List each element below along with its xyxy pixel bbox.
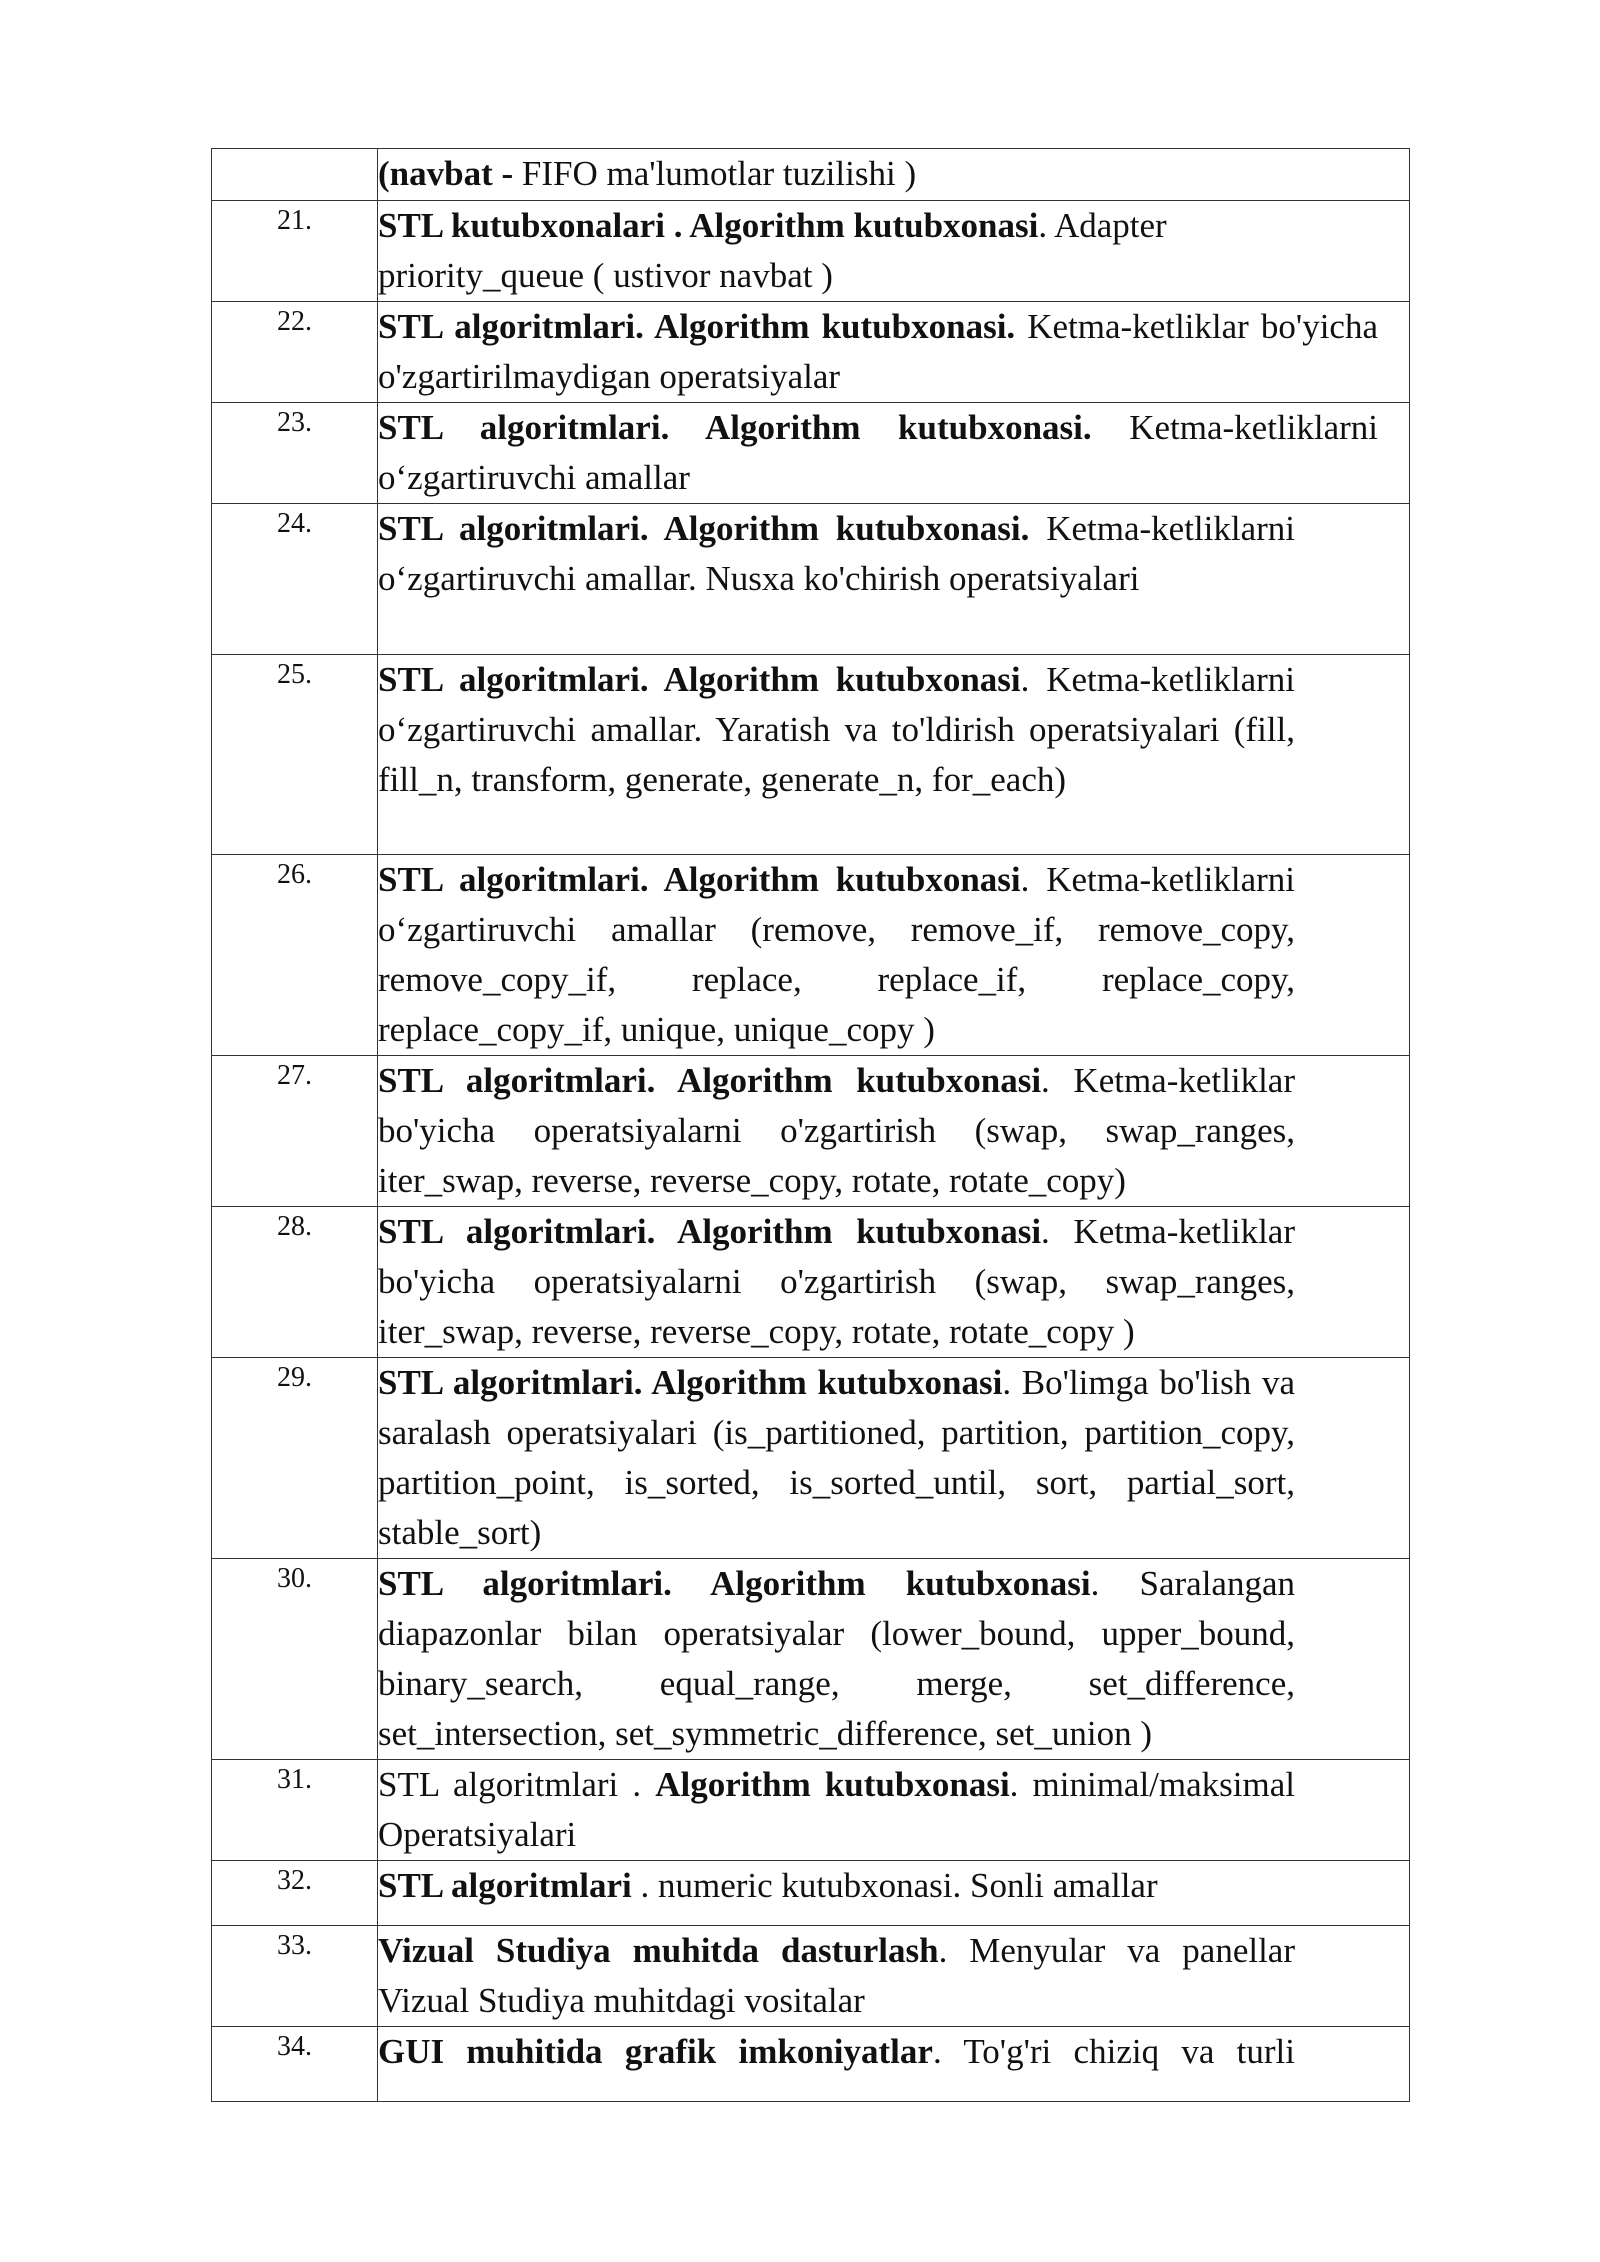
table-row [212, 1559, 1410, 1760]
row-content [378, 1861, 1410, 1926]
table-row [212, 2027, 1410, 2102]
row-title: STL algoritmlari. Algorithm kutubxonasi [378, 1564, 1091, 1603]
row-text [378, 403, 1378, 503]
row-title: Algorithm kutubxonasi [655, 1765, 1010, 1804]
row-title: STL algoritmlari. Algorithm kutubxonasi. [378, 408, 1092, 447]
row-text [378, 149, 1378, 199]
row-title: STL algoritmlari [378, 1866, 632, 1905]
row-title: STL algoritmlari. Algorithm kutubxonasi [378, 660, 1021, 699]
row-number [212, 149, 378, 201]
row-content [378, 1056, 1410, 1207]
row-title: Vizual Studiya muhitda dasturlash [378, 1931, 939, 1970]
row-content [378, 149, 1410, 201]
row-description: . Adapter priority_queue ( ustivor navbat ) [378, 206, 1167, 295]
row-content [378, 1926, 1410, 2027]
row-number: 28. [212, 1207, 378, 1358]
row-text [378, 1358, 1295, 1558]
row-prefix: STL algoritmlari . [378, 1765, 656, 1804]
row-text [378, 1861, 1378, 1911]
row-title: GUI muhitida grafik imkoniyatlar [378, 2032, 933, 2071]
row-description: . Ketma-ketliklar bo'yicha operatsiyalarni o'zgartirish (swap, swap_ranges, iter_swap, reverse, reverse_copy, rotate, rotate_copy ) [378, 1212, 1295, 1351]
table-row [212, 201, 1410, 302]
row-number: 30. [212, 1559, 378, 1760]
row-text [378, 1056, 1295, 1206]
table-row [212, 1207, 1410, 1358]
row-number: 34. [212, 2027, 378, 2102]
row-content [378, 1358, 1410, 1559]
row-number: 33. [212, 1926, 378, 2027]
row-text [378, 2027, 1295, 2077]
row-number: 23. [212, 403, 378, 504]
row-number: 29. [212, 1358, 378, 1559]
row-number: 21. [212, 201, 378, 302]
row-content [378, 1559, 1410, 1760]
row-text [378, 1207, 1295, 1357]
row-description: Ketma-ketliklar bo'yicha o'zgartirilmaydigan operatsiyalar [378, 307, 1378, 396]
row-content [378, 403, 1410, 504]
row-text [378, 655, 1295, 805]
table-row [212, 1926, 1410, 2027]
row-title: (navbat - [378, 154, 522, 193]
table-row [212, 1056, 1410, 1207]
row-content [378, 1207, 1410, 1358]
row-description: . Bo'limga bo'lish va saralash operatsiyalari (is_partitioned, partition, partition_copy, partition_point, is_sorted, is_sorted_until, sort, partial_sort, stable_sort) [378, 1363, 1295, 1552]
table-row [212, 149, 1410, 201]
table-row [212, 302, 1410, 403]
row-description: . Ketma-ketliklar bo'yicha operatsiyalarni o'zgartirish (swap, swap_ranges, iter_swap, reverse, reverse_copy, rotate, rotate_copy) [378, 1061, 1295, 1200]
topics-table [211, 148, 1410, 2102]
row-title: STL algoritmlari. Algorithm kutubxonasi. [378, 307, 1016, 346]
row-title: STL algoritmlari. Algorithm kutubxonasi [378, 1363, 1003, 1402]
row-text [378, 855, 1295, 1055]
row-number: 32. [212, 1861, 378, 1926]
row-text [378, 201, 1378, 301]
row-description: . Ketma-ketliklarni oʻzgartiruvchi amallar. Yaratish va to'ldirish operatsiyalari (fill, fill_n, transform, generate, generate_n, for_each) [378, 660, 1296, 799]
row-description: . Saralangan diapazonlar bilan operatsiyalar (lower_bound, upper_bound, binary_search, equal_range, merge, set_difference, set_intersection, set_symmetric_difference, set_union ) [378, 1564, 1296, 1753]
row-description: . minimal/maksimal Operatsiyalari [378, 1765, 1295, 1854]
row-title: STL algoritmlari. Algorithm kutubxonasi [378, 860, 1021, 899]
row-number: 26. [212, 855, 378, 1056]
row-content [378, 855, 1410, 1056]
row-text [378, 1559, 1295, 1759]
row-number: 24. [212, 504, 378, 655]
row-description: FIFO ma'lumotlar tuzilishi ) [521, 154, 917, 193]
table-row [212, 655, 1410, 855]
row-description: Ketma-ketliklarni oʻzgartiruvchi amallar [378, 408, 1379, 497]
table-row [212, 1358, 1410, 1559]
table-row [212, 504, 1410, 655]
row-description: . numeric kutubxonasi. Sonli amallar [631, 1866, 1158, 1905]
table-row [212, 403, 1410, 504]
row-description: . To'g'ri chiziq va turli [932, 2032, 1295, 2071]
table-row [212, 1861, 1410, 1926]
row-description: Ketma-ketliklarni oʻzgartiruvchi amallar. Nusxa ko'chirish operatsiyalari [378, 509, 1296, 598]
row-description: . Ketma-ketliklarni oʻzgartiruvchi amallar (remove, remove_if, remove_copy, remove_copy_if, replace, replace_if, replace_copy, replace_copy_if, unique, unique_copy ) [378, 860, 1296, 1049]
row-title: STL algoritmlari. Algorithm kutubxonasi [378, 1061, 1042, 1100]
row-content [378, 1760, 1410, 1861]
row-number: 27. [212, 1056, 378, 1207]
row-content [378, 2027, 1410, 2102]
row-title: STL kutubxonalari . Algorithm kutubxonasi [378, 206, 1039, 245]
table-row [212, 1760, 1410, 1861]
row-title: STL algoritmlari. Algorithm kutubxonasi. [378, 509, 1030, 548]
row-text [378, 302, 1378, 402]
row-number: 25. [212, 655, 378, 855]
table-row [212, 855, 1410, 1056]
row-content [378, 302, 1410, 403]
row-content [378, 504, 1410, 655]
row-text [378, 1760, 1295, 1860]
row-number: 22. [212, 302, 378, 403]
row-number: 31. [212, 1760, 378, 1861]
row-text [378, 1926, 1295, 2026]
row-content [378, 201, 1410, 302]
row-content [378, 655, 1410, 855]
row-text [378, 504, 1295, 604]
row-description: . Menyular va panellar Vizual Studiya muhitdagi vositalar [378, 1931, 1295, 2020]
row-title: STL algoritmlari. Algorithm kutubxonasi [378, 1212, 1042, 1251]
